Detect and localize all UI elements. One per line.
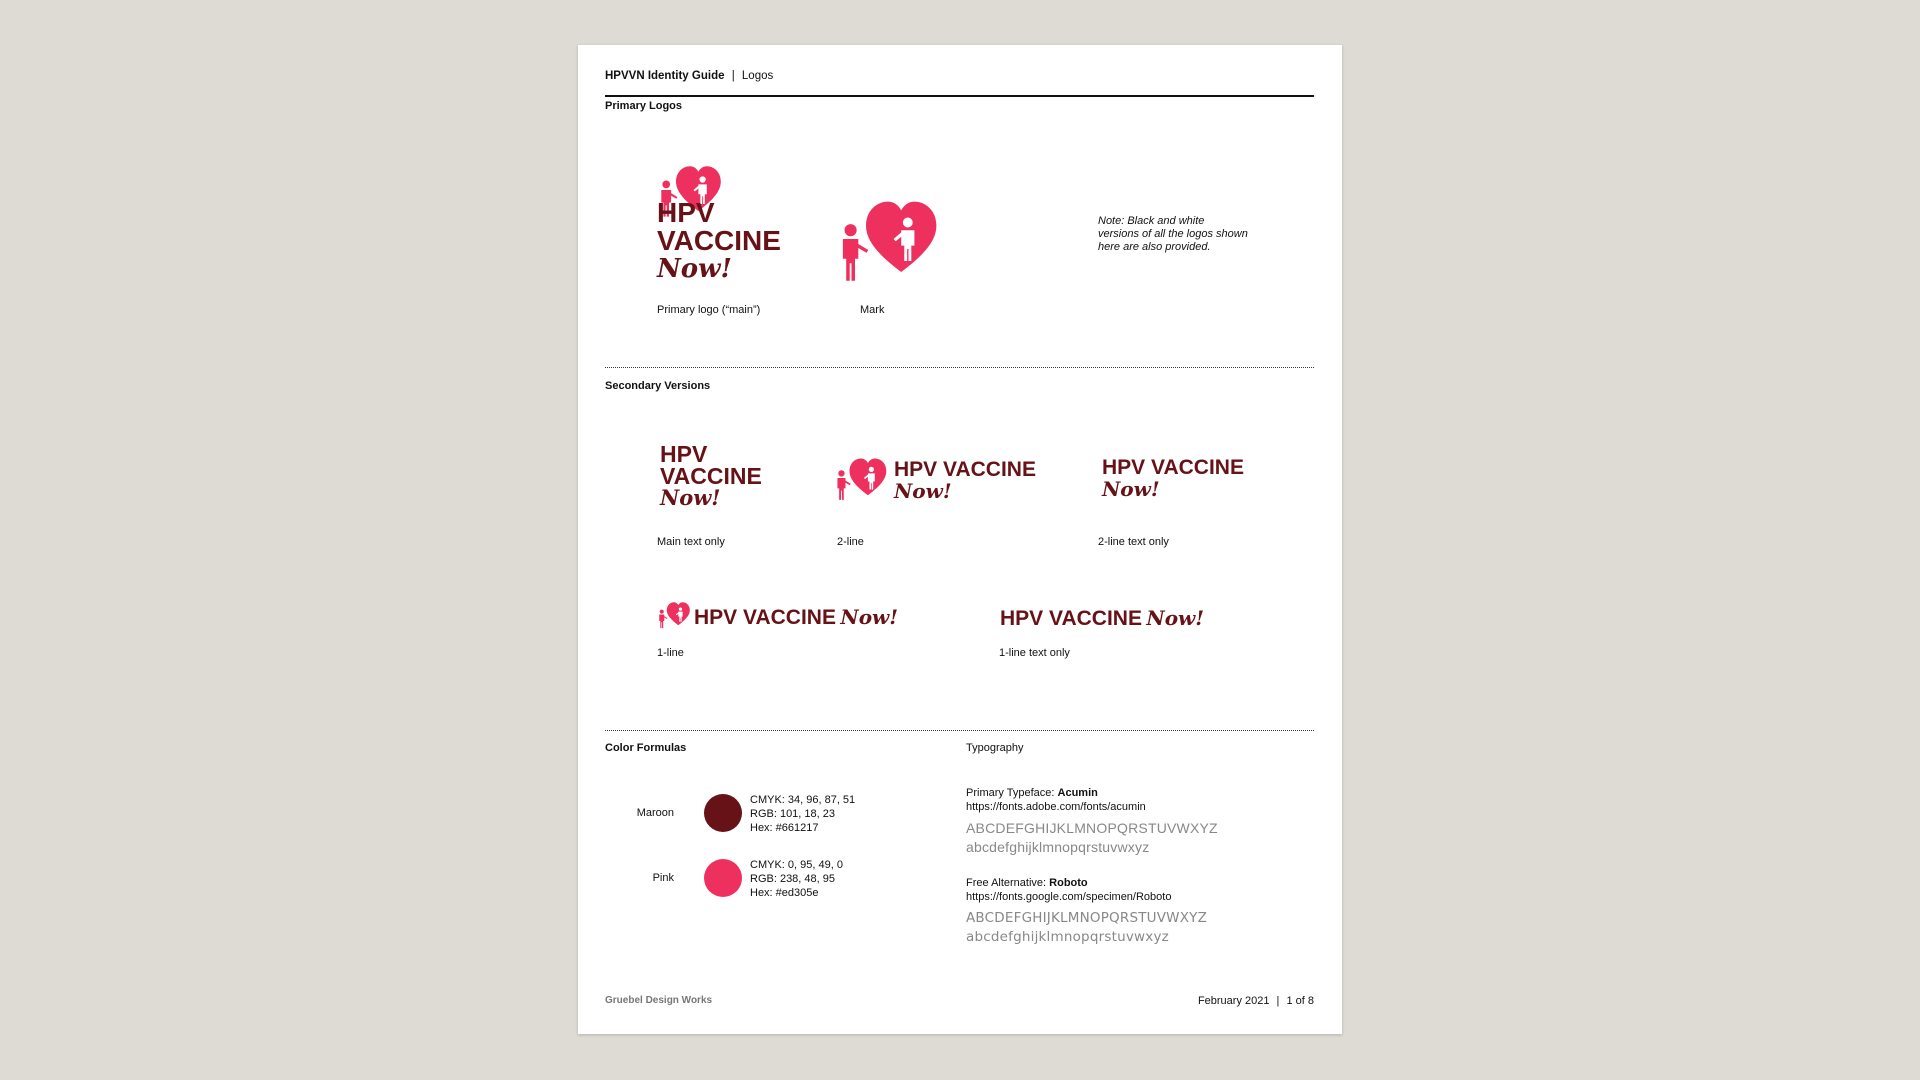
one-line-logo — [694, 605, 898, 630]
footer-separator: | — [1276, 995, 1280, 1007]
two-line-text-hpv-vaccine: HPV VACCINE — [1102, 456, 1244, 479]
mark-caption: Mark — [860, 304, 885, 316]
primary-logos-title: Primary Logos — [605, 100, 683, 112]
main-text-caption: Main text only — [657, 536, 725, 548]
two-line-text-now: Now! — [1102, 477, 1160, 501]
pink-rgb: RGB: 238, 48, 95 — [750, 873, 835, 885]
header-separator: | — [731, 70, 735, 82]
primary-logo-caption: Primary logo (“main”) — [657, 304, 761, 316]
one-line-heart-mark — [656, 600, 692, 629]
heart-mark-icon — [656, 600, 692, 629]
primary-logo-now: Now! — [657, 254, 732, 284]
main-text-logo — [660, 443, 762, 509]
header-rule — [605, 95, 1314, 97]
divider — [605, 730, 1314, 731]
maroon-hex: Hex: #661217 — [750, 822, 819, 834]
primary-typeface-label: Primary Typeface: — [966, 787, 1055, 799]
pink-values — [750, 858, 843, 900]
maroon-values — [750, 793, 855, 835]
two-line-caption: 2-line — [837, 536, 864, 548]
one-line-caption: 1-line — [657, 647, 684, 659]
alt-upper-sample: ABCDEFGHIJKLMNOPQRSTUVWXYZ — [966, 910, 1208, 926]
footer-page-number: 1 of 8 — [1286, 995, 1314, 1007]
main-text-now: Now! — [660, 485, 721, 510]
alt-typeface-url: https://fonts.google.com/specimen/Roboto — [966, 891, 1172, 903]
primary-typeface-name: Acumin — [1057, 787, 1098, 799]
alt-typeface-name: Roboto — [1049, 877, 1088, 889]
primary-logo — [657, 197, 781, 284]
pink-label: Pink — [652, 872, 674, 884]
one-line-hpv-vaccine: HPV VACCINE — [694, 606, 836, 629]
heart-mark-icon — [832, 455, 890, 501]
two-line-hpv-vaccine: HPV VACCINE — [894, 458, 1036, 481]
two-line-text-caption: 2-line text only — [1098, 536, 1169, 548]
footer-date: February 2021 — [1197, 995, 1270, 1007]
one-line-text-caption: 1-line text only — [999, 647, 1070, 659]
primary-typeface — [966, 786, 1146, 814]
one-line-text-logo — [1000, 606, 1204, 631]
two-line-text-logo — [1102, 457, 1244, 500]
pink-swatch — [704, 859, 742, 897]
maroon-cmyk: CMYK: 34, 96, 87, 51 — [750, 794, 856, 806]
mark-logo — [833, 195, 943, 283]
primary-typeface-url: https://fonts.adobe.com/fonts/acumin — [966, 801, 1146, 813]
color-formulas-title: Color Formulas — [605, 742, 687, 754]
document-page — [578, 45, 1342, 1034]
alt-typeface-label: Free Alternative: — [966, 877, 1047, 889]
two-line-heart-mark — [832, 455, 890, 501]
main-text-hpv: HPV — [660, 441, 708, 467]
primary-upper-sample: ABCDEFGHIJKLMNOPQRSTUVWXYZ — [966, 820, 1218, 836]
heart-mark-icon — [833, 195, 943, 283]
header-section: Logos — [741, 70, 774, 82]
divider — [605, 367, 1314, 368]
page-header — [605, 70, 773, 82]
bw-note: Note: Black and white versions of all the logos shown here are also provided. — [1098, 215, 1248, 253]
primary-logo-hpv: HPV — [657, 197, 715, 228]
footer-company: Gruebel Design Works — [605, 995, 713, 1006]
two-line-logo — [894, 459, 1036, 502]
footer-page-info — [1198, 995, 1314, 1007]
main-text-vaccine: VACCINE — [660, 463, 762, 489]
pink-hex: Hex: #ed305e — [750, 887, 819, 899]
primary-typeface-sample — [966, 819, 1218, 857]
alt-typeface-sample — [966, 909, 1207, 947]
one-line-now: Now! — [840, 605, 899, 629]
guide-title: HPVVN Identity Guide — [605, 70, 725, 82]
primary-lower-sample: abcdefghijklmnopqrstuvwxyz — [966, 839, 1150, 855]
alt-typeface — [966, 876, 1171, 904]
one-line-text-now: Now! — [1146, 606, 1205, 630]
typography-title: Typography — [966, 742, 1024, 754]
pink-cmyk: CMYK: 0, 95, 49, 0 — [750, 859, 843, 871]
primary-logo-vaccine: VACCINE — [657, 225, 781, 256]
maroon-label: Maroon — [636, 807, 674, 819]
one-line-text-hpv-vaccine: HPV VACCINE — [1000, 607, 1142, 630]
maroon-swatch — [704, 794, 742, 832]
secondary-versions-title: Secondary Versions — [605, 380, 711, 392]
maroon-rgb: RGB: 101, 18, 23 — [750, 808, 835, 820]
two-line-now: Now! — [894, 479, 952, 503]
alt-lower-sample: abcdefghijklmnopqrstuvwxyz — [966, 929, 1169, 945]
